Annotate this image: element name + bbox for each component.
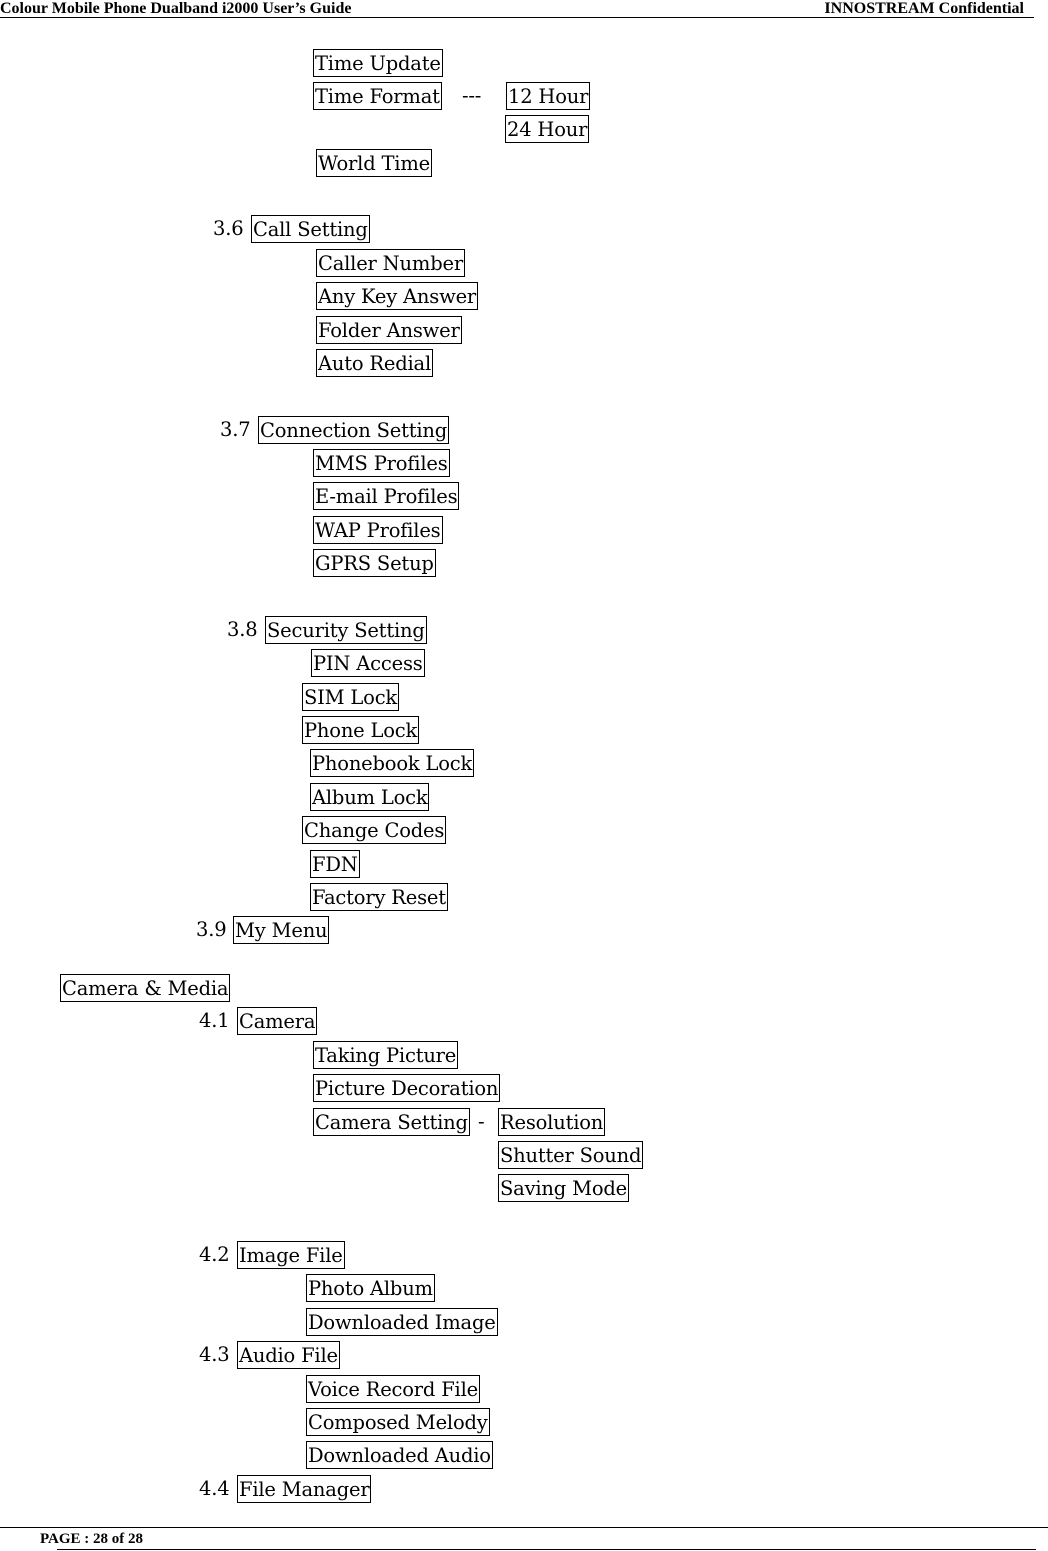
menu-item-downloaded-audio: Downloaded Audio <box>306 1441 493 1469</box>
menu-item-photo-album: Photo Album <box>306 1274 435 1302</box>
footer-rule-top <box>0 1527 1048 1528</box>
document-header-title: Colour Mobile Phone Dualband i2000 User’s Guide <box>0 0 352 17</box>
header-rule <box>0 17 1034 18</box>
menu-item-24-hour: 24 Hour <box>505 115 589 143</box>
section-number-3-8: 3.8 <box>227 618 258 641</box>
menu-item-folder-answer: Folder Answer <box>316 316 462 344</box>
section-number-4-1: 4.1 <box>199 1009 230 1032</box>
camera-setting-connector: - <box>478 1110 485 1133</box>
section-number-4-3: 4.3 <box>199 1343 230 1366</box>
menu-item-my-menu: My Menu <box>233 916 329 944</box>
section-number-3-6: 3.6 <box>213 217 244 240</box>
menu-item-image-file: Image File <box>237 1241 345 1269</box>
menu-item-time-format: Time Format <box>313 82 442 110</box>
menu-item-wap-profiles: WAP Profiles <box>313 516 443 544</box>
document-header-confidential: INNOSTREAM Confidential <box>824 0 1024 17</box>
menu-item-picture-decoration: Picture Decoration <box>313 1074 500 1102</box>
section-number-4-2: 4.2 <box>199 1243 230 1266</box>
menu-item-fdn: FDN <box>310 850 360 878</box>
menu-item-phone-lock: Phone Lock <box>302 716 419 744</box>
page-number: PAGE : 28 of 28 <box>40 1531 144 1547</box>
menu-item-shutter-sound: Shutter Sound <box>498 1141 643 1169</box>
menu-item-sim-lock: SIM Lock <box>302 683 399 711</box>
menu-item-caller-number: Caller Number <box>316 249 465 277</box>
time-format-connector: --- <box>462 84 482 107</box>
footer-rule-bottom <box>57 1549 1036 1550</box>
menu-item-camera: Camera <box>237 1007 317 1035</box>
section-number-3-7: 3.7 <box>220 418 251 441</box>
menu-item-email-profiles: E-mail Profiles <box>313 482 459 510</box>
menu-item-downloaded-image: Downloaded Image <box>306 1308 498 1336</box>
menu-item-composed-melody: Composed Melody <box>306 1408 490 1436</box>
menu-item-resolution: Resolution <box>498 1108 605 1136</box>
menu-item-call-setting: Call Setting <box>251 215 370 243</box>
menu-item-mms-profiles: MMS Profiles <box>313 449 450 477</box>
menu-item-phonebook-lock: Phonebook Lock <box>310 749 474 777</box>
menu-item-auto-redial: Auto Redial <box>316 349 433 377</box>
menu-item-factory-reset: Factory Reset <box>310 883 448 911</box>
menu-item-audio-file: Audio File <box>237 1341 340 1369</box>
menu-item-pin-access: PIN Access <box>311 649 425 677</box>
menu-item-taking-picture: Taking Picture <box>313 1041 458 1069</box>
menu-item-saving-mode: Saving Mode <box>498 1174 629 1202</box>
menu-item-gprs-setup: GPRS Setup <box>313 549 436 577</box>
menu-item-any-key-answer: Any Key Answer <box>316 282 478 310</box>
menu-item-world-time: World Time <box>316 149 432 177</box>
menu-item-camera-setting: Camera Setting <box>313 1108 470 1136</box>
menu-item-file-manager: File Manager <box>237 1475 371 1503</box>
menu-item-album-lock: Album Lock <box>310 783 429 811</box>
menu-item-12-hour: 12 Hour <box>506 82 590 110</box>
menu-item-time-update: Time Update <box>313 49 443 77</box>
section-number-3-9: 3.9 <box>196 918 227 941</box>
menu-item-camera-media: Camera & Media <box>60 974 230 1002</box>
menu-item-voice-record-file: Voice Record File <box>306 1375 480 1403</box>
menu-item-change-codes: Change Codes <box>302 816 446 844</box>
menu-item-security-setting: Security Setting <box>265 616 427 644</box>
menu-item-connection-setting: Connection Setting <box>258 416 449 444</box>
section-number-4-4: 4.4 <box>199 1477 230 1500</box>
